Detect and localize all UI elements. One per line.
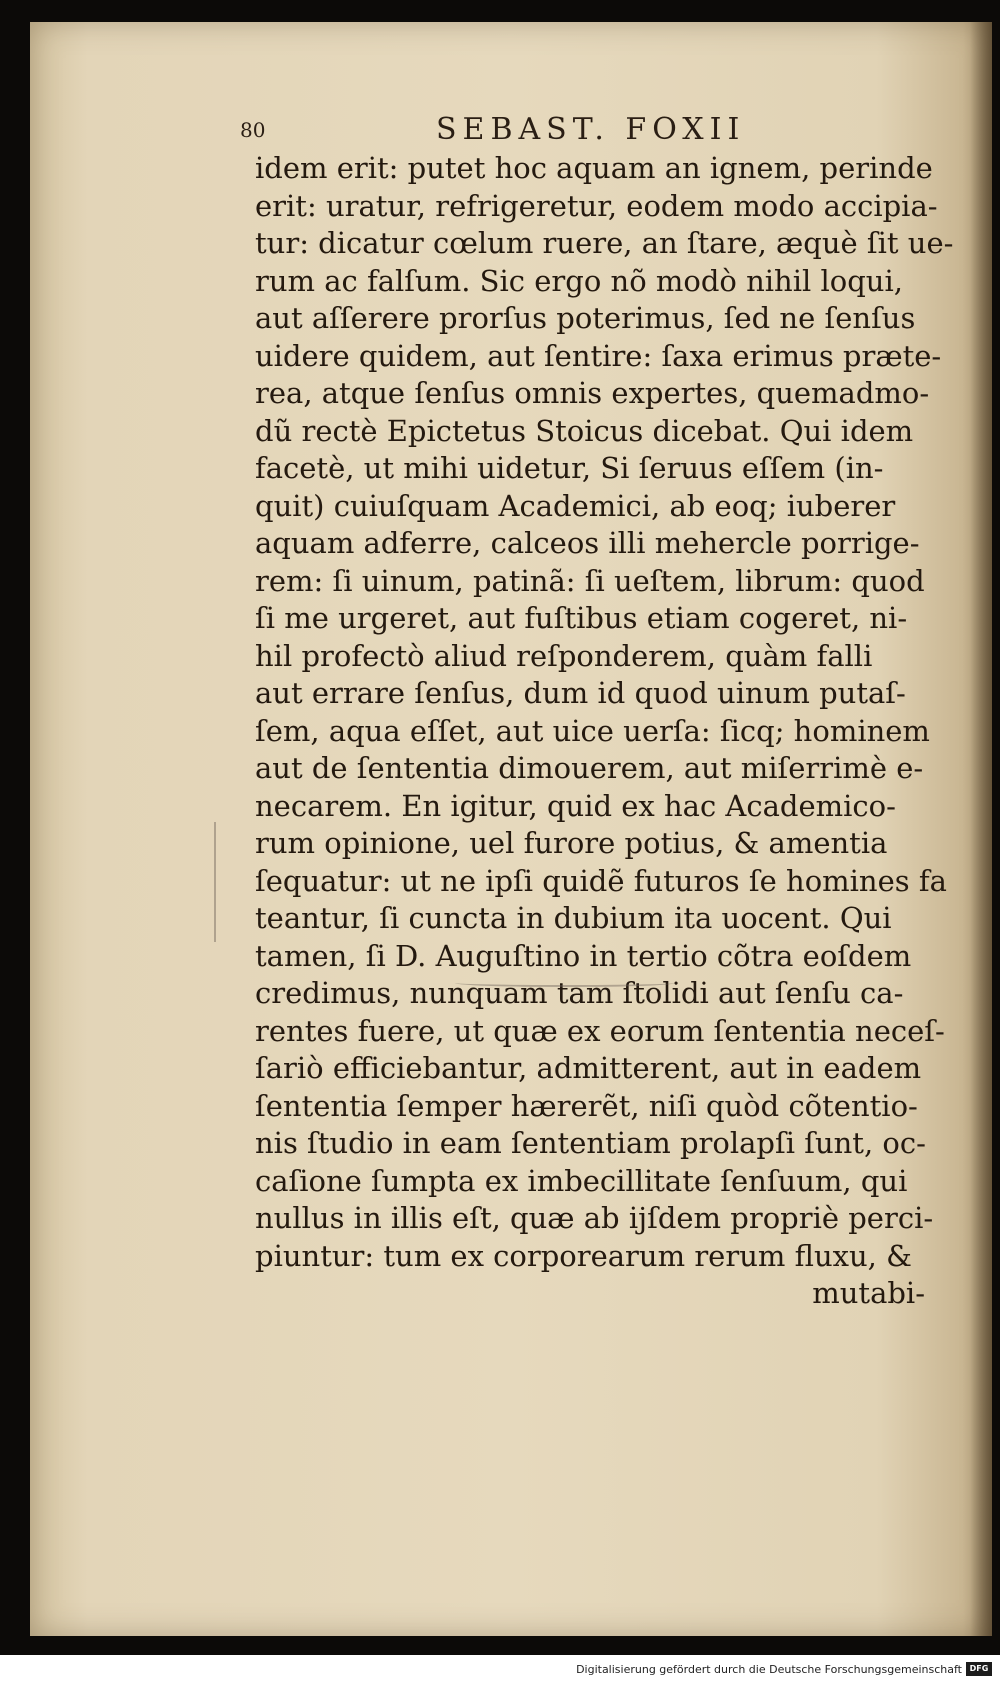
margin-pencil-mark <box>214 822 222 942</box>
text-line: rem: ſi uinum, patinã: ſi ueſtem, librum: quod <box>255 563 925 598</box>
text-line: nis ſtudio in eam ſententiam prolapſi ſunt, oc- <box>255 1126 926 1160</box>
running-head: SEBAST. FOXII <box>436 112 746 147</box>
footer-bar <box>0 1661 1000 1681</box>
text-line: aut aſſerere prorſus poterimus, ſed ne ſenſus <box>255 301 916 335</box>
text-line: facetè, ut mihi uidetur, Si ſeruus eſſem (in- <box>255 451 884 485</box>
text-line: quit) cuiuſquam Academici, ab eoq; iuberer <box>255 488 896 523</box>
text-line: aut errare ſenſus, dum id quod uinum putaſ- <box>255 676 906 710</box>
text-line: tamen, ſi D. Auguſtino in tertio cõtra eoſdem <box>255 938 912 973</box>
text-line: necarem. En igitur, quid ex hac Academico- <box>255 788 896 823</box>
text-line: rea, atque ſenſus omnis expertes, quemadmo- <box>255 376 930 410</box>
text-line: piuntur: tum ex corporearum rerum fluxu, & <box>255 1238 912 1273</box>
pencil-underline <box>455 979 675 987</box>
text-line: hil profectò aliud reſponderem, quàm falli <box>255 638 873 673</box>
text-line: teantur, ſi cuncta in dubium ita uocent. Qui <box>255 901 892 935</box>
text-block <box>255 150 954 1313</box>
text-line: ſariò efficiebantur, admitterent, aut in eadem <box>255 1051 922 1085</box>
text-line: ſi me urgeret, aut fuſtibus etiam cogeret, ni- <box>255 601 908 635</box>
text-line: aut de ſententia dimouerem, aut miſerrimè e- <box>255 751 924 785</box>
text-line: rum opinione, uel furore potius, & amentia <box>255 826 888 860</box>
text-line: idem erit: putet hoc aquam an ignem, perinde <box>255 151 933 185</box>
text-line: caſione ſumpta ex imbecillitate ſenſuum, qui <box>255 1163 908 1198</box>
catchword: mutabi- <box>812 1276 925 1310</box>
text-line: ſem, aqua eſſet, aut uice uerſa: ſicq; hominem <box>255 713 930 748</box>
text-line: rentes fuere, ut quæ ex eorum ſententia neceſ- <box>255 1013 945 1048</box>
dfg-logo-icon: DFG <box>966 1662 992 1676</box>
page-edge-shadow <box>970 22 992 1636</box>
folio-number: 80 <box>240 118 266 142</box>
text-line: erit: uratur, refrigeretur, eodem modo accipia- <box>255 188 938 223</box>
text-line: credimus, nunquam tam ſtolidi aut ſenſu ca- <box>255 976 904 1010</box>
text-line: rum ac falſum. Sic ergo nõ modò nihil loqui, <box>255 263 903 298</box>
text-line: uidere quidem, aut ſentire: ſaxa erimus præte- <box>255 338 942 373</box>
text-line: aquam adferre, calceos illi mehercle porrige- <box>255 526 920 560</box>
text-line: nullus in illis eſt, quæ ab ijſdem propriè perci- <box>255 1201 934 1235</box>
text-line: ſententia ſemper hærerẽt, niſi quòd cõtentio- <box>255 1088 918 1123</box>
page-header <box>240 112 790 152</box>
text-line: dũ rectè Epictetus Stoicus dicebat. Qui idem <box>255 413 914 448</box>
dfg-credit: Digitalisierung gefördert durch die Deutsche Forschungsgemeinschaft <box>576 1663 962 1676</box>
text-line: ſequatur: ut ne ipſi quidẽ futuros ſe homines fa <box>255 863 947 898</box>
text-line: tur: dicatur cœlum ruere, an ſtare, æquè ſit ue- <box>255 226 954 260</box>
